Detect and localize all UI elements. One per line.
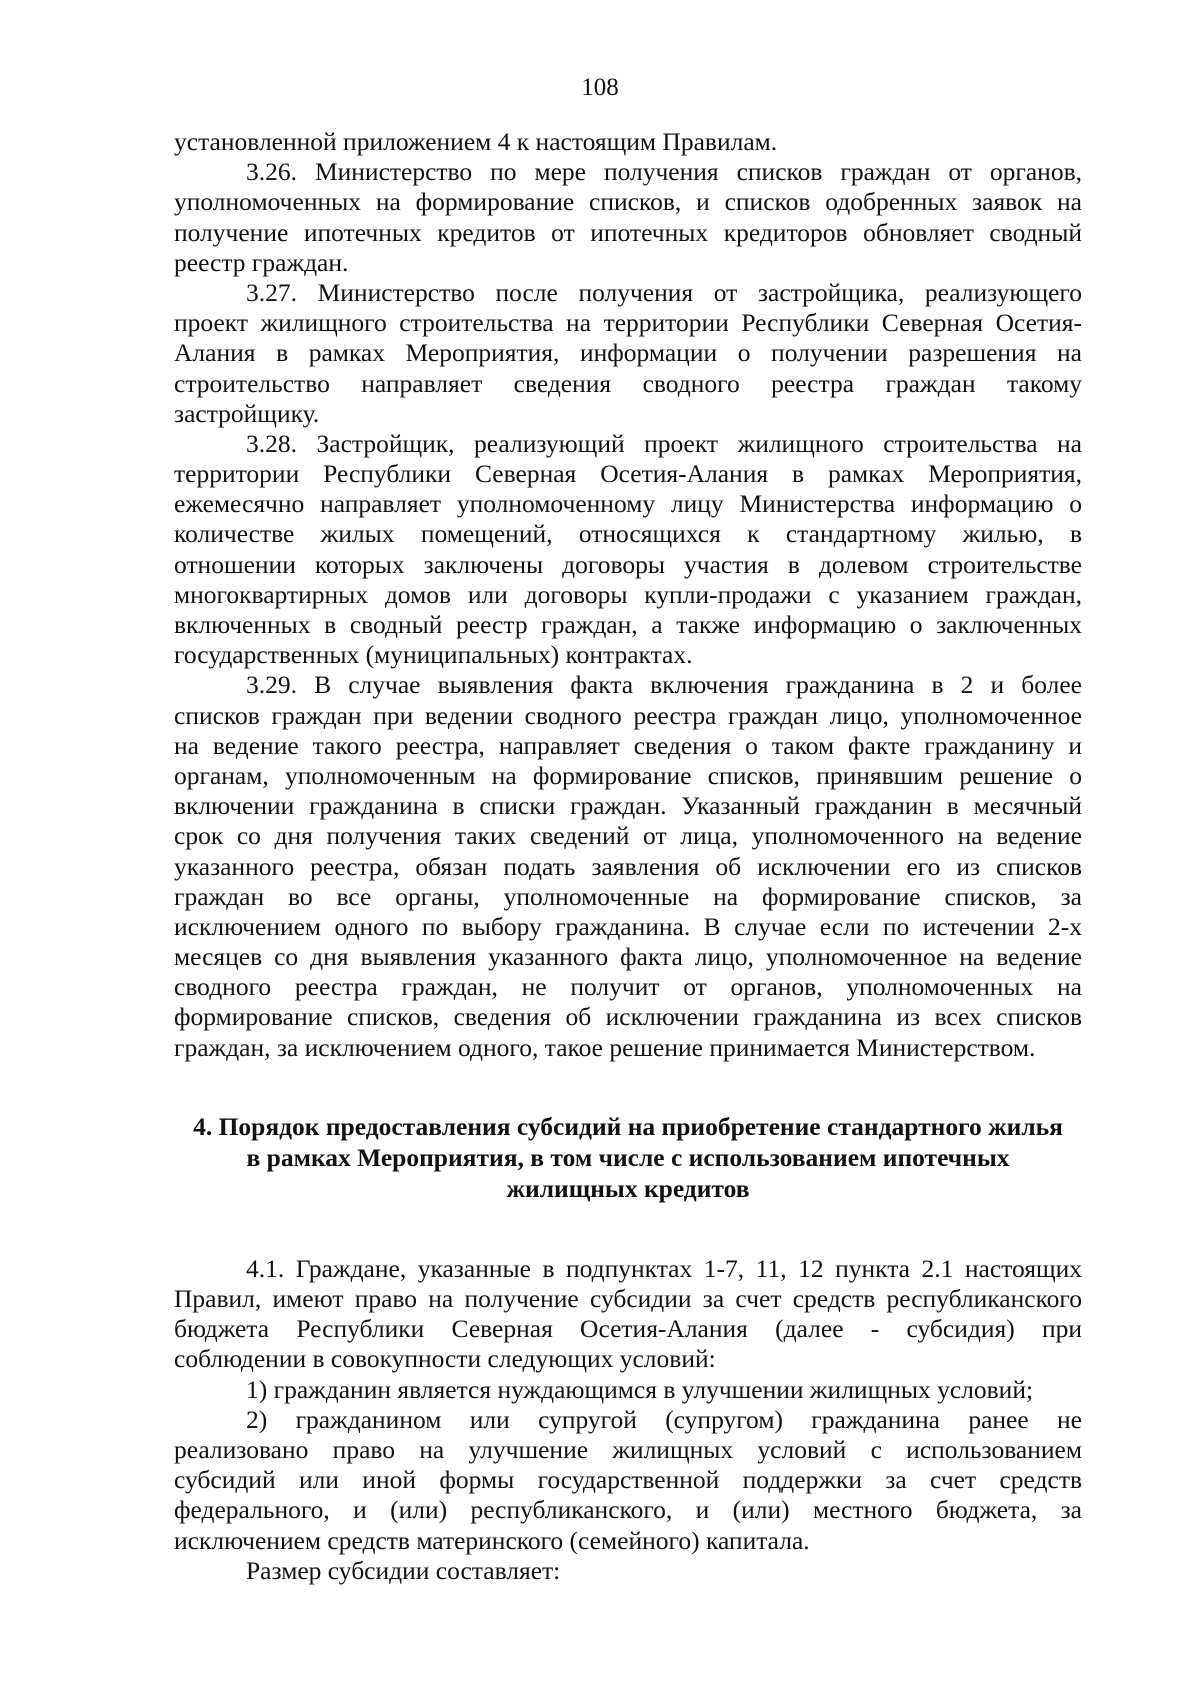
text-line: реестр граждан. xyxy=(174,247,349,277)
text-line: застройщику. xyxy=(174,398,320,428)
text-line: срок со дня получения таких сведений от лица, уполномоченного на ведение xyxy=(174,821,1082,851)
text-line: 3.26. Министерство по мере получения списков граждан от органов, xyxy=(246,157,1082,187)
text-line: на ведение такого реестра, направляет сведения о таком факте гражданину и xyxy=(174,730,1082,760)
text-line: исключением одного по выбору гражданина. В случае если по истечении 2-х xyxy=(174,911,1082,941)
paragraph-3-26 xyxy=(174,157,1082,278)
heading-line: жилищных кредитов xyxy=(506,1173,750,1203)
subsidy-size-paragraph xyxy=(174,1556,1082,1586)
text-line: бюджета Республики Северная Осетия-Алания (далее - субсидия) при xyxy=(174,1314,1082,1344)
text-line: территории Республики Северная Осетия-Алания в рамках Мероприятия, xyxy=(174,459,1082,489)
document-body xyxy=(174,127,1082,1586)
text-line: количестве жилых помещений, относящихся к стандартному жилью, в xyxy=(174,519,1082,549)
text-line: соблюдении в совокупности следующих условий: xyxy=(174,1344,716,1374)
text-line: Правил, имеют право на получение субсидии за счет средств республиканского xyxy=(174,1284,1082,1313)
text-line: месяцев со дня выявления указанного факта лицо, уполномоченное на ведение xyxy=(174,942,1082,972)
text-line: строительство направляет сведения сводного реестра граждан такому xyxy=(174,368,1082,398)
condition-item-2 xyxy=(174,1405,1082,1556)
paragraph-3-27 xyxy=(174,278,1082,429)
text-line: отношении которых заключены договоры участия в долевом строительстве xyxy=(174,549,1082,579)
text-line: реализовано право на улучшение жилищных условий с использованием xyxy=(174,1434,1082,1464)
text-line: сводного реестра граждан, не получит от органов, уполномоченных на xyxy=(174,972,1082,1002)
text-line: граждан во все органы, уполномоченные на формирование списков, за xyxy=(174,881,1082,911)
text-line: 2) гражданином или супругой (супругом) гражданина ранее не xyxy=(246,1404,1082,1434)
paragraph-3-28 xyxy=(174,429,1082,671)
text-line: 3.28. Застройщик, реализующий проект жилищного строительства на xyxy=(246,428,1082,458)
text-line: Алания в рамках Мероприятия, информации о получении разрешения на xyxy=(174,338,1082,368)
condition-item-1 xyxy=(174,1375,1082,1405)
text-line: установленной приложением 4 к настоящим Правилам. xyxy=(174,127,778,156)
text-line: государственных (муниципальных) контрактах. xyxy=(174,640,693,670)
paragraph-4-1 xyxy=(174,1254,1082,1375)
text-line: субсидий или иной формы государственной поддержки за счет средств xyxy=(174,1465,1082,1495)
page-number: 108 xyxy=(581,74,619,101)
text-line: граждан, за исключением одного, такое решение принимается Министерством. xyxy=(174,1032,1036,1062)
heading-line: 4. Порядок предоставления субсидий на приобретение стандартного жилья xyxy=(193,1111,1063,1141)
paragraph-3-29 xyxy=(174,670,1082,1062)
text-line: включении гражданина в списки граждан. Указанный гражданин в месячный xyxy=(174,791,1082,821)
text-line: включенных в сводный реестр граждан, а также информацию о заключенных xyxy=(174,610,1082,639)
text-line: 3.29. В случае выявления факта включения гражданина в 2 и более xyxy=(246,670,1082,700)
text-line: указанного реестра, обязан подать заявления об исключении его из списков xyxy=(174,851,1082,881)
text-line: проект жилищного строительства на территории Республики Северная Осетия- xyxy=(174,308,1082,338)
section-heading xyxy=(174,1111,1082,1204)
text-line: 3.27. Министерство после получения от застройщика, реализующего xyxy=(246,277,1082,307)
text-line: федерального, и (или) республиканского, и (или) местного бюджета, за xyxy=(174,1495,1082,1525)
text-line: получение ипотечных кредитов от ипотечных кредиторов обновляет сводный xyxy=(174,217,1082,247)
heading-line: в рамках Мероприятия, в том числе с использованием ипотечных xyxy=(246,1142,1010,1172)
text-line: многоквартирных домов или договоры купли-продажи с указанием граждан, xyxy=(174,579,1082,609)
text-line: списков граждан при ведении сводного реестра граждан лицо, уполномоченное xyxy=(174,700,1082,730)
text-line: ежемесячно направляет уполномоченному лицу Министерства информацию о xyxy=(174,489,1082,519)
text-line: 4.1. Граждане, указанные в подпунктах 1-7, 11, 12 пункта 2.1 настоящих xyxy=(246,1253,1082,1283)
text-line: формирование списков, сведения об исключении гражданина из всех списков xyxy=(174,1002,1082,1032)
text-line: 1) гражданин является нуждающимся в улучшении жилищных условий; xyxy=(246,1374,1034,1404)
text-line: органам, уполномоченным на формирование списков, принявшим решение о xyxy=(174,760,1082,790)
text-line: уполномоченных на формирование списков, и списков одобренных заявок на xyxy=(174,187,1082,217)
text-line: исключением средств материнского (семейного) капитала. xyxy=(174,1525,810,1555)
text-line: Размер субсидии составляет: xyxy=(246,1555,561,1585)
